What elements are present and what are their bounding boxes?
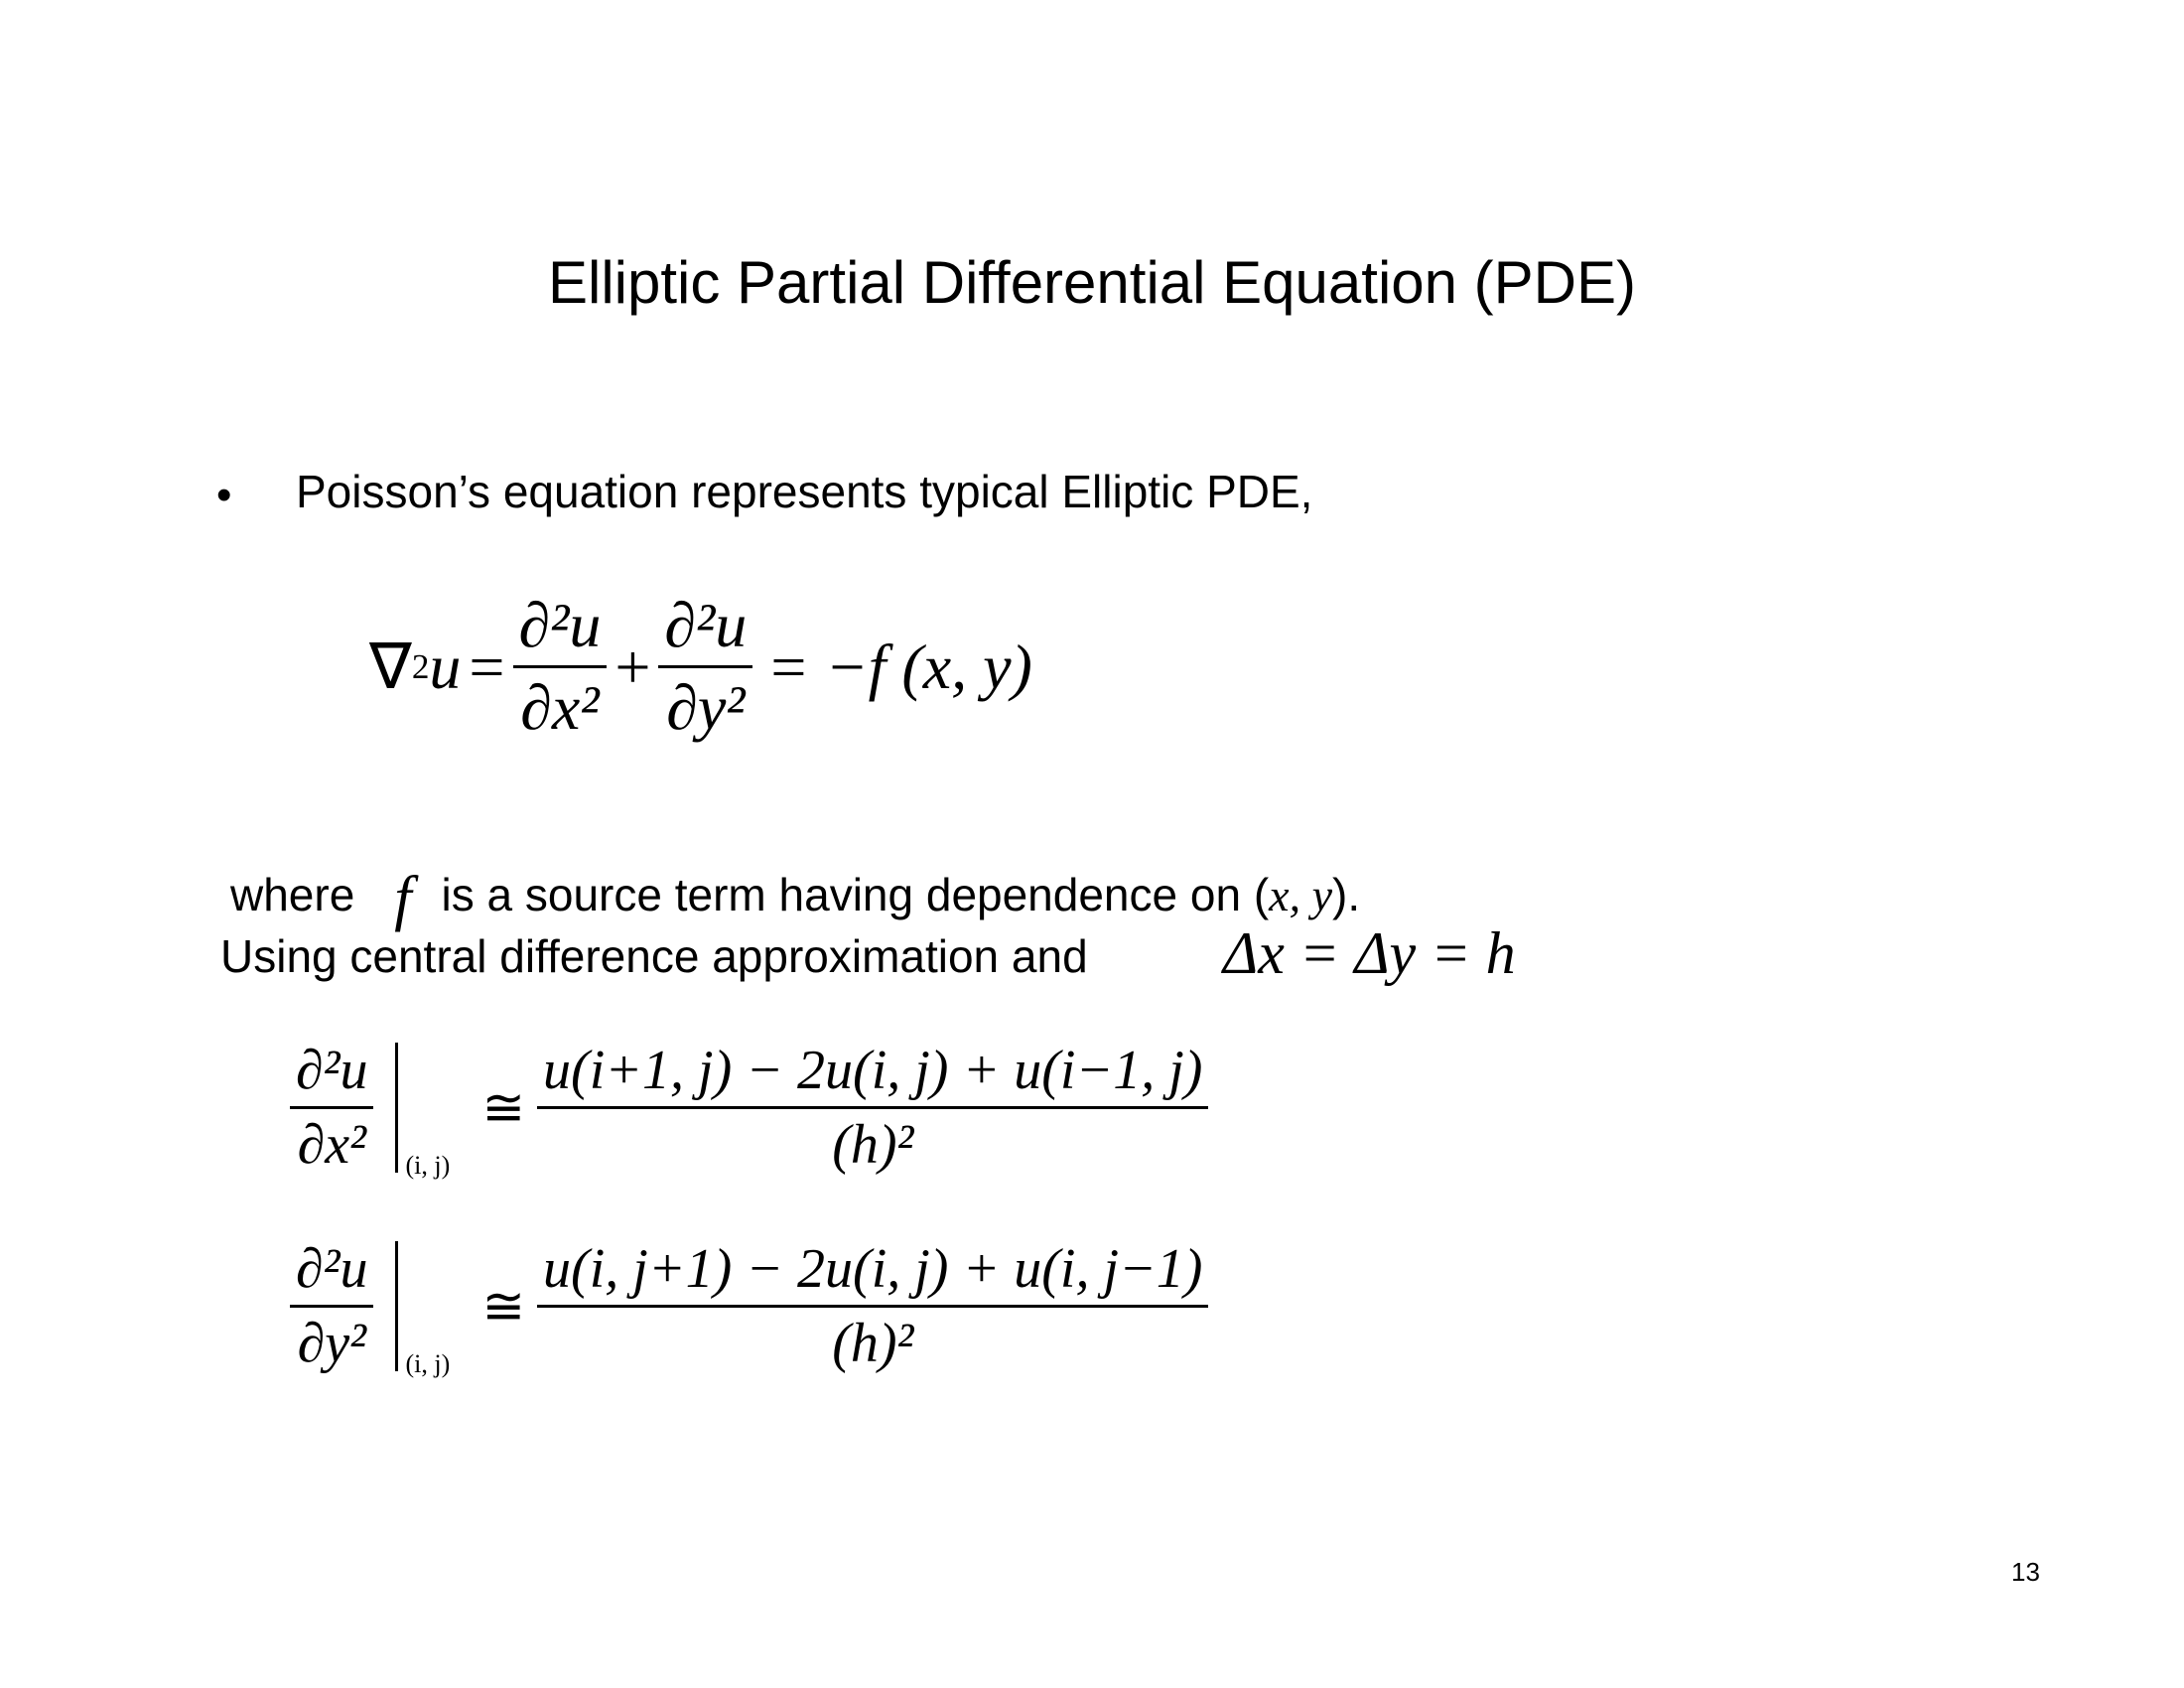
source-term-symbol: f bbox=[394, 865, 412, 932]
bullet-text: Poisson’s equation represents typical Elliptic PDE, bbox=[296, 466, 1313, 517]
approx-symbol: ≅ bbox=[481, 1278, 526, 1336]
d2y-central-difference bbox=[290, 1238, 1208, 1378]
poisson-u: u bbox=[429, 631, 462, 702]
slide-title: Elliptic Partial Differential Equation (PDE) bbox=[547, 249, 1637, 316]
eval-point: (i, j) bbox=[405, 1349, 451, 1378]
d2u-dx2-fraction: $\frac{\text{∂²u}}{\text{∂x²}}$ bbox=[513, 594, 608, 740]
d2x-rhs-fraction: $\frac{u(i+1, j) - 2u(i, j) + u(i-1, j)}{\text{(h)²}}$ bbox=[537, 1043, 1208, 1173]
d2x-lhs-fraction: $\frac{\text{∂²u}}{\text{∂x²}}$ bbox=[290, 1043, 373, 1173]
grid-spacing-relation: Δx = Δy = h bbox=[1223, 920, 1516, 986]
d2y-rhs-fraction: $\frac{u(i, j+1) - 2u(i, j) + u(i, j-1)}{\text{(h)²}}$ bbox=[537, 1241, 1208, 1371]
where-line: where f is a source term having dependence on (x, y). bbox=[230, 865, 1361, 932]
poisson-rhs: = −f (x, y) bbox=[766, 631, 1032, 702]
poisson-equation: ∇ 2 u = $\frac{\text{∂²u}}{\text{∂x²}}$ + $\frac{\text{∂²u}}{\text{∂y²}}$ = −f (x, y) bbox=[369, 590, 1032, 743]
page-number: 13 bbox=[2011, 1557, 2040, 1587]
eval-point: (i, j) bbox=[405, 1151, 451, 1180]
d2x-central-difference bbox=[290, 1040, 1208, 1180]
bullet-marker: • bbox=[216, 471, 232, 519]
d2u-dy2-fraction: $\frac{\text{∂²u}}{\text{∂y²}}$ bbox=[658, 594, 752, 740]
d2y-lhs-fraction: $\frac{\text{∂²u}}{\text{∂y²}}$ bbox=[290, 1241, 373, 1371]
laplacian-symbol: ∇ bbox=[369, 631, 412, 702]
approx-symbol: ≅ bbox=[481, 1079, 526, 1137]
using-line: Using central difference approximation and bbox=[220, 930, 1088, 982]
